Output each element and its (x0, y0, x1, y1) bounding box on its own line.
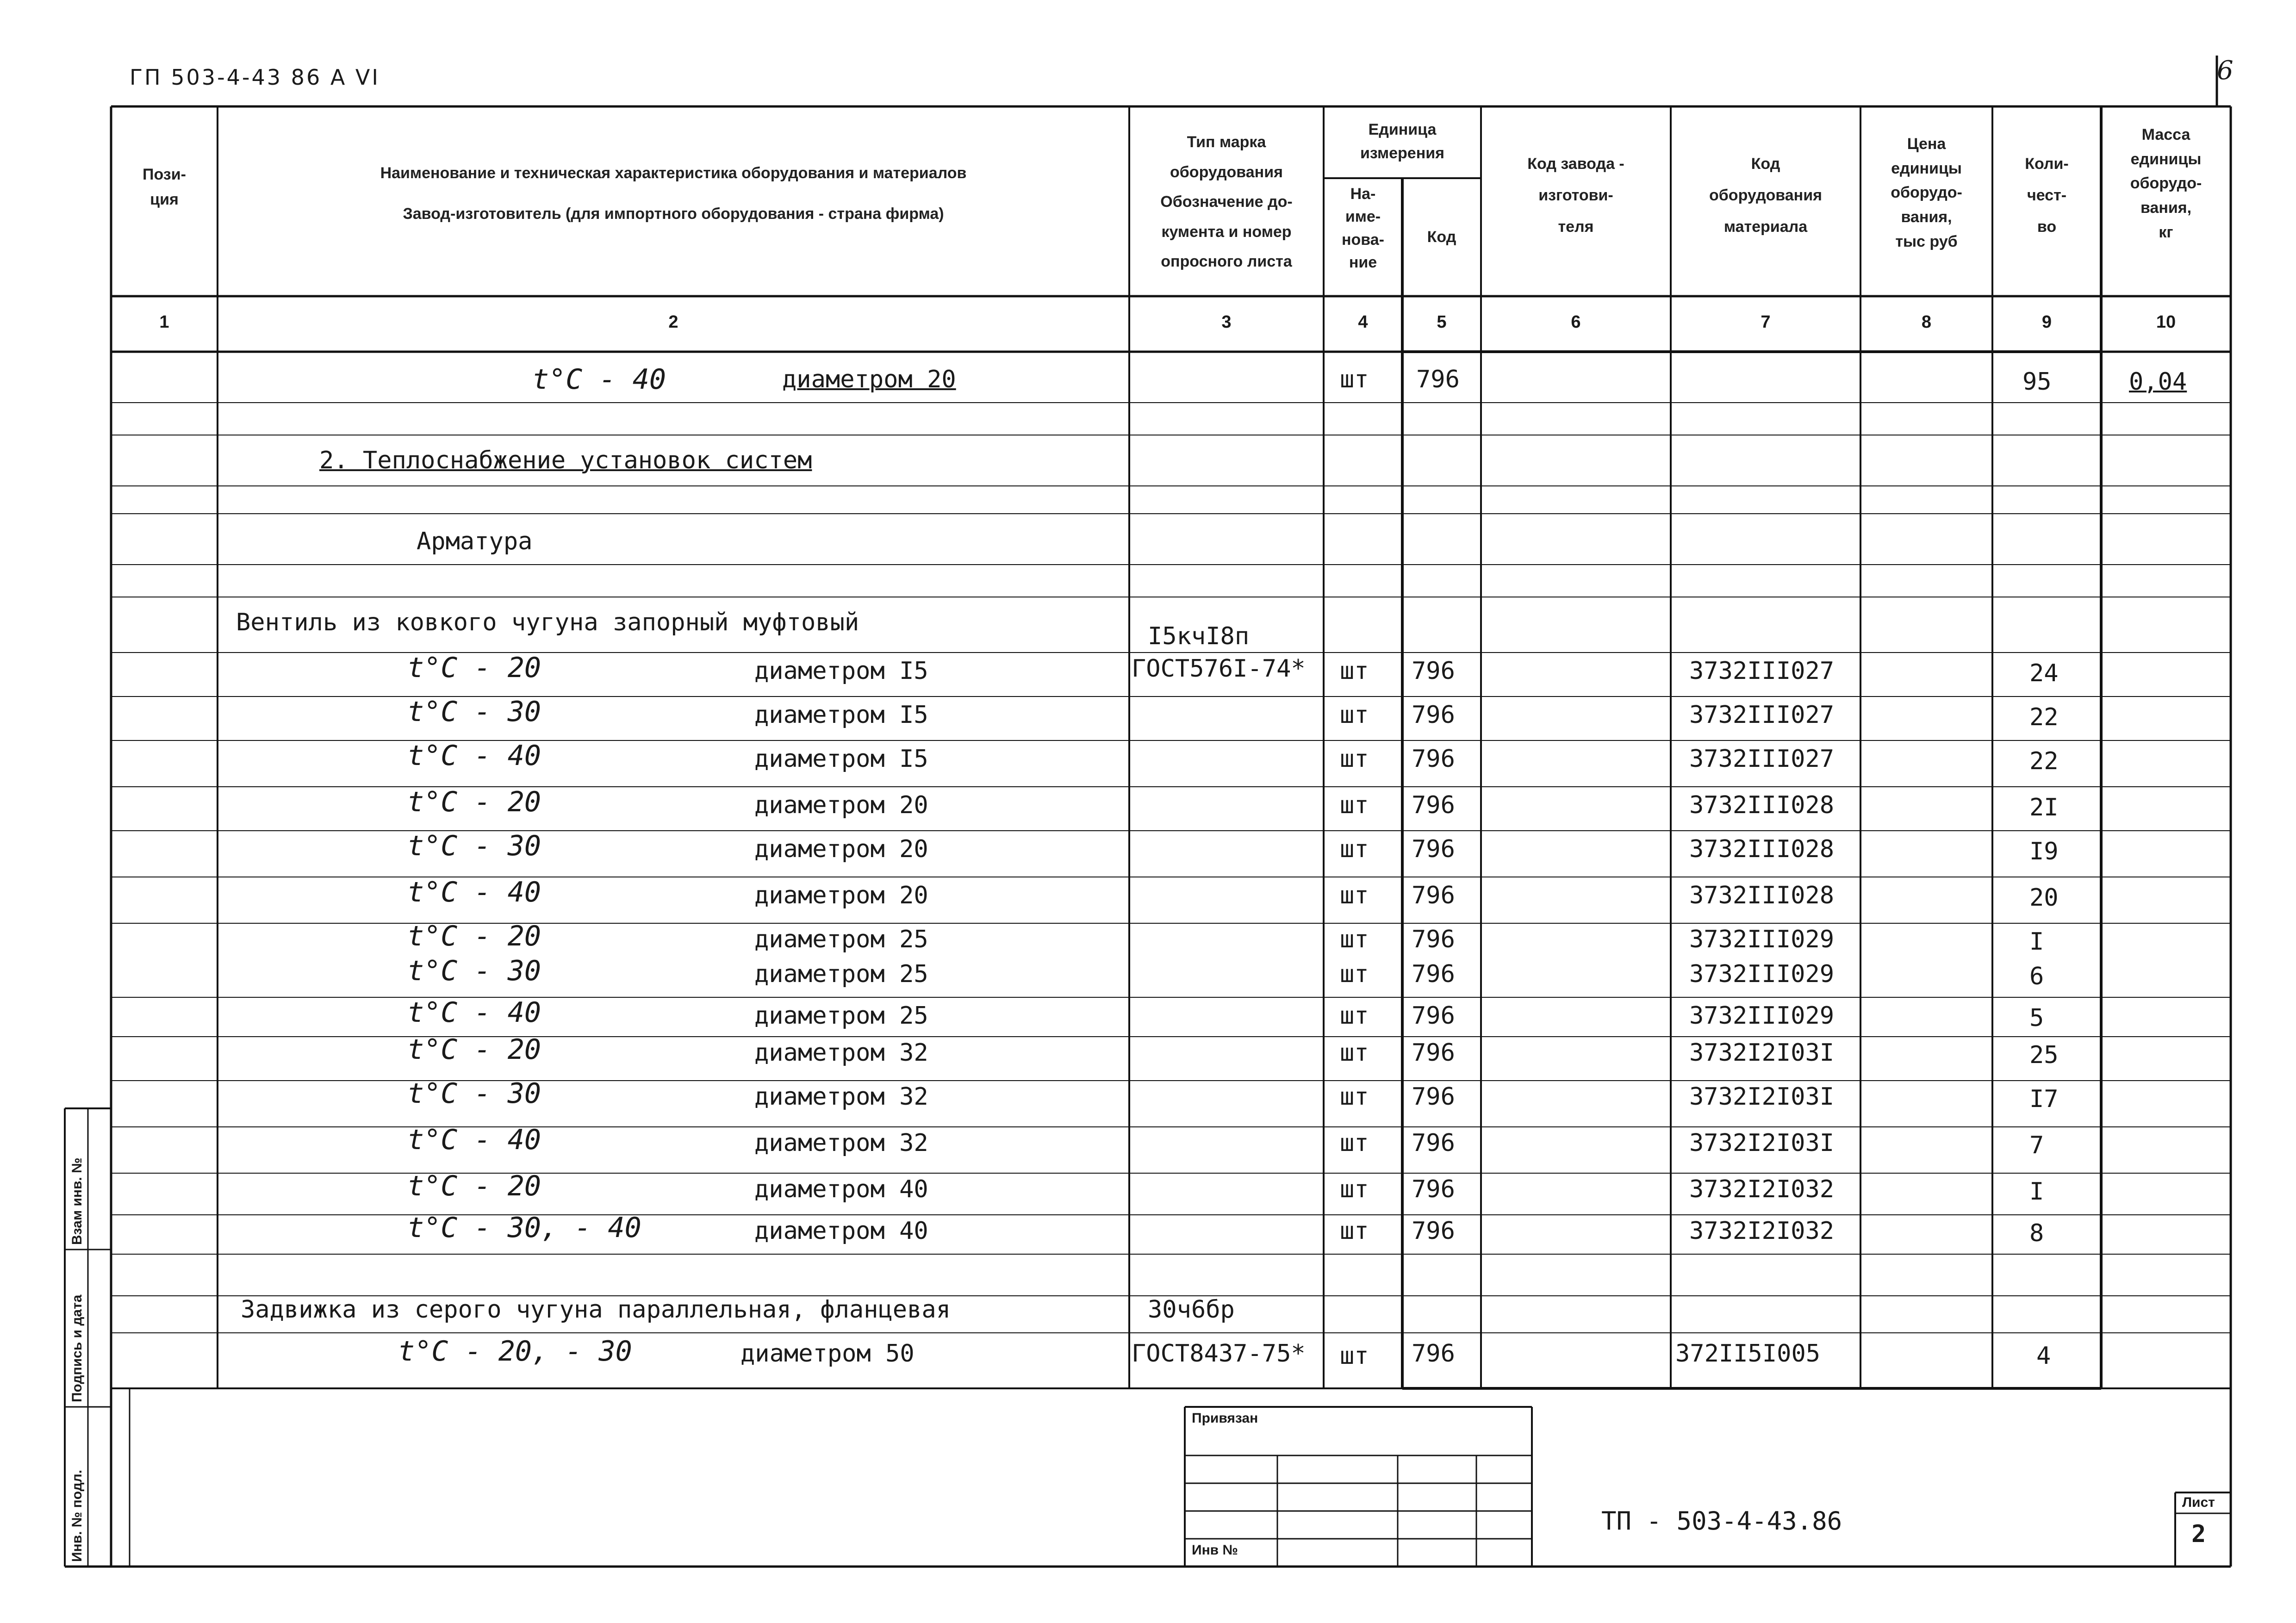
stamp-inv: Инв № (1192, 1542, 1238, 1558)
unit-name: шт (1340, 791, 1369, 819)
unit-name: шт (1340, 1217, 1369, 1245)
quantity-value: 24 (2029, 659, 2059, 687)
unit-code: 796 (1412, 835, 1455, 863)
quantity-value: 95 (2022, 368, 2052, 396)
diameter-value: диаметром 40 (754, 1175, 928, 1203)
colnum-3: 3 (1221, 312, 1232, 332)
diameter-value: диаметром I5 (754, 701, 928, 729)
diameter-value: диаметром 32 (754, 1129, 928, 1157)
material-code: 3732III029 (1689, 926, 1835, 953)
header-price: Цена единицы оборудо- вания, тыс руб (1891, 135, 1962, 250)
side-replace-label: Взам инв. № (69, 1157, 85, 1245)
quantity-value: 20 (2029, 884, 2059, 912)
colnum-2: 2 (668, 312, 678, 332)
header-mass: Масса единицы оборудо- вания, кг (2130, 126, 2202, 241)
header-unit-code: Код (1427, 228, 1456, 246)
material-code: 3732III027 (1689, 657, 1835, 685)
quantity-value: 4 (2036, 1342, 2051, 1370)
unit-code: 796 (1412, 657, 1455, 685)
header-quantity: Коли- чест- во (2025, 155, 2069, 236)
diameter-value: диаметром I5 (754, 657, 928, 685)
unit-code: 796 (1412, 1175, 1455, 1203)
diameter-value: диаметром 20 (754, 882, 928, 909)
quantity-value: 22 (2029, 747, 2059, 775)
subsection-title: Арматура (417, 528, 533, 555)
colnum-1: 1 (159, 312, 169, 332)
unit-code: 796 (1412, 1083, 1455, 1111)
quantity-value: 22 (2029, 703, 2059, 731)
unit-code: 796 (1412, 960, 1455, 988)
side-sign-label: Подпись и дата (69, 1294, 85, 1402)
unit-name: шт (1340, 1002, 1369, 1030)
unit-code: 796 (1412, 1340, 1455, 1368)
temp-value: t°C - 20 (407, 920, 541, 952)
header-type: Тип марка оборудования Обозначение до- кумента и номер опросного листа (1160, 133, 1293, 271)
temp-value: t°C - 30, - 40 (407, 1212, 641, 1244)
unit-code: 796 (1416, 366, 1460, 393)
diameter-value: диаметром 20 (782, 366, 956, 393)
temp-value: t°C - 40 (407, 876, 541, 908)
unit-code: 796 (1412, 1217, 1455, 1245)
colnum-5: 5 (1437, 312, 1447, 332)
diameter-value: диаметром I5 (754, 745, 928, 773)
quantity-value: 2I (2029, 794, 2059, 821)
colnum-10: 10 (2156, 312, 2176, 332)
unit-name: шт (1340, 366, 1369, 393)
quantity-value: 6 (2029, 963, 2044, 990)
temp-value: t°C - 30 (407, 696, 541, 728)
unit-name: шт (1340, 745, 1369, 773)
header-position: Пози- ция (143, 166, 186, 209)
sheet-mark: 6 (2217, 56, 2234, 86)
colnum-9: 9 (2041, 312, 2052, 332)
unit-code: 796 (1412, 791, 1455, 819)
diameter-value: диаметром 20 (754, 791, 928, 819)
quantity-value: 5 (2029, 1004, 2044, 1032)
colnum-8: 8 (1921, 312, 1932, 332)
gate-title: Задвижка из серого чугуна параллельная, фланцевая (241, 1296, 951, 1324)
header-name: Наименование и техническая характеристика оборудования и материалов Завод-изготовитель (для импортного оборудования - страна фирма) (380, 164, 967, 223)
unit-name: шт (1340, 1083, 1369, 1111)
unit-name: шт (1340, 882, 1369, 909)
material-code: 3732III029 (1689, 960, 1835, 988)
material-code: 3732I2I03I (1689, 1039, 1835, 1067)
material-code: 3732III027 (1689, 745, 1835, 773)
temp-value: t°C - 40 (407, 740, 541, 772)
diameter-value: диаметром 32 (754, 1039, 928, 1067)
temp-value: t°C - 30 (407, 955, 541, 987)
document-code: ГП 503-4-43 86 А VI (130, 65, 380, 90)
material-code: 3732III028 (1689, 835, 1835, 863)
doc-number: ТП - 503-4-43.86 (1601, 1506, 1842, 1536)
quantity-value: 25 (2029, 1041, 2059, 1069)
stamp-bound: Привязан (1192, 1411, 1258, 1426)
unit-code: 796 (1412, 882, 1455, 909)
unit-name: шт (1340, 657, 1369, 685)
temp-value: t°C - 20, - 30 (398, 1335, 632, 1368)
quantity-value: I7 (2029, 1085, 2059, 1113)
valve-type: I5кчI8п (1148, 622, 1250, 650)
unit-name: шт (1340, 1342, 1369, 1370)
diameter-value: диаметром 32 (754, 1083, 928, 1111)
temp-value: t°C - 30 (407, 1077, 541, 1110)
material-code: 3732I2I032 (1689, 1175, 1835, 1203)
unit-name: шт (1340, 701, 1369, 729)
material-code: 3732III028 (1689, 791, 1835, 819)
diameter-value: диаметром 25 (754, 960, 928, 988)
gost-value: ГОСТ8437-75* (1132, 1340, 1306, 1368)
material-code: 3732I2I032 (1689, 1217, 1835, 1245)
temp-value: t°C - 20 (407, 652, 541, 684)
material-code: 372II5I005 (1675, 1340, 1821, 1368)
unit-code: 796 (1412, 926, 1455, 953)
unit-code: 796 (1412, 701, 1455, 729)
sheet-label: Лист (2182, 1495, 2215, 1510)
colnum-6: 6 (1571, 312, 1581, 332)
material-code: 3732III029 (1689, 1002, 1835, 1030)
header-material-code: Код оборудования материала (1709, 155, 1822, 236)
material-code: 3732I2I03I (1689, 1129, 1835, 1157)
temp-value: t°C - 40 (407, 1124, 541, 1156)
unit-name: шт (1340, 1039, 1369, 1067)
diameter-value: диаметром 40 (754, 1217, 928, 1245)
unit-name: шт (1340, 926, 1369, 953)
valve-title: Вентиль из ковкого чугуна запорный муфтовый (236, 609, 859, 636)
unit-name: шт (1340, 1175, 1369, 1203)
material-code: 3732I2I03I (1689, 1083, 1835, 1111)
diameter-value: диаметром 20 (754, 835, 928, 863)
quantity-value: 8 (2029, 1219, 2044, 1247)
side-inv-label: Инв. № подл. (69, 1469, 85, 1562)
header-unit-name: На- име- нова- ние (1342, 185, 1384, 271)
temp-value: t°C - 40 (532, 363, 666, 396)
gate-type: 30ч6бр (1148, 1296, 1235, 1324)
unit-code: 796 (1412, 1129, 1455, 1157)
colnum-4: 4 (1358, 312, 1368, 332)
unit-name: шт (1340, 960, 1369, 988)
quantity-value: 7 (2029, 1132, 2044, 1159)
valve-gost: ГОСТ576I-74* (1132, 655, 1306, 683)
temp-value: t°C - 20 (407, 1033, 541, 1066)
diameter-value: диаметром 25 (754, 926, 928, 953)
temp-value: t°C - 20 (407, 786, 541, 818)
temp-value: t°C - 20 (407, 1170, 541, 1202)
mass-value: 0,04 (2129, 368, 2187, 396)
unit-name: шт (1340, 1129, 1369, 1157)
header-plant-code: Код завода - изготови- теля (1527, 155, 1624, 236)
unit-name: шт (1340, 835, 1369, 863)
diameter-value: диаметром 25 (754, 1002, 928, 1030)
unit-code: 796 (1412, 1039, 1455, 1067)
temp-value: t°C - 30 (407, 830, 541, 862)
header-unit: Единица измерения (1360, 121, 1444, 162)
unit-code: 796 (1412, 1002, 1455, 1030)
quantity-value: I (2029, 1178, 2044, 1206)
sheet-number: 2 (2191, 1520, 2206, 1548)
diameter-value: диаметром 50 (740, 1340, 915, 1368)
quantity-value: I (2029, 928, 2044, 956)
temp-value: t°C - 40 (407, 996, 541, 1029)
quantity-value: I9 (2029, 838, 2059, 865)
material-code: 3732III027 (1689, 701, 1835, 729)
colnum-7: 7 (1761, 312, 1771, 332)
unit-code: 796 (1412, 745, 1455, 773)
material-code: 3732III028 (1689, 882, 1835, 909)
section-title: 2. Теплоснабжение установок систем (319, 447, 812, 474)
